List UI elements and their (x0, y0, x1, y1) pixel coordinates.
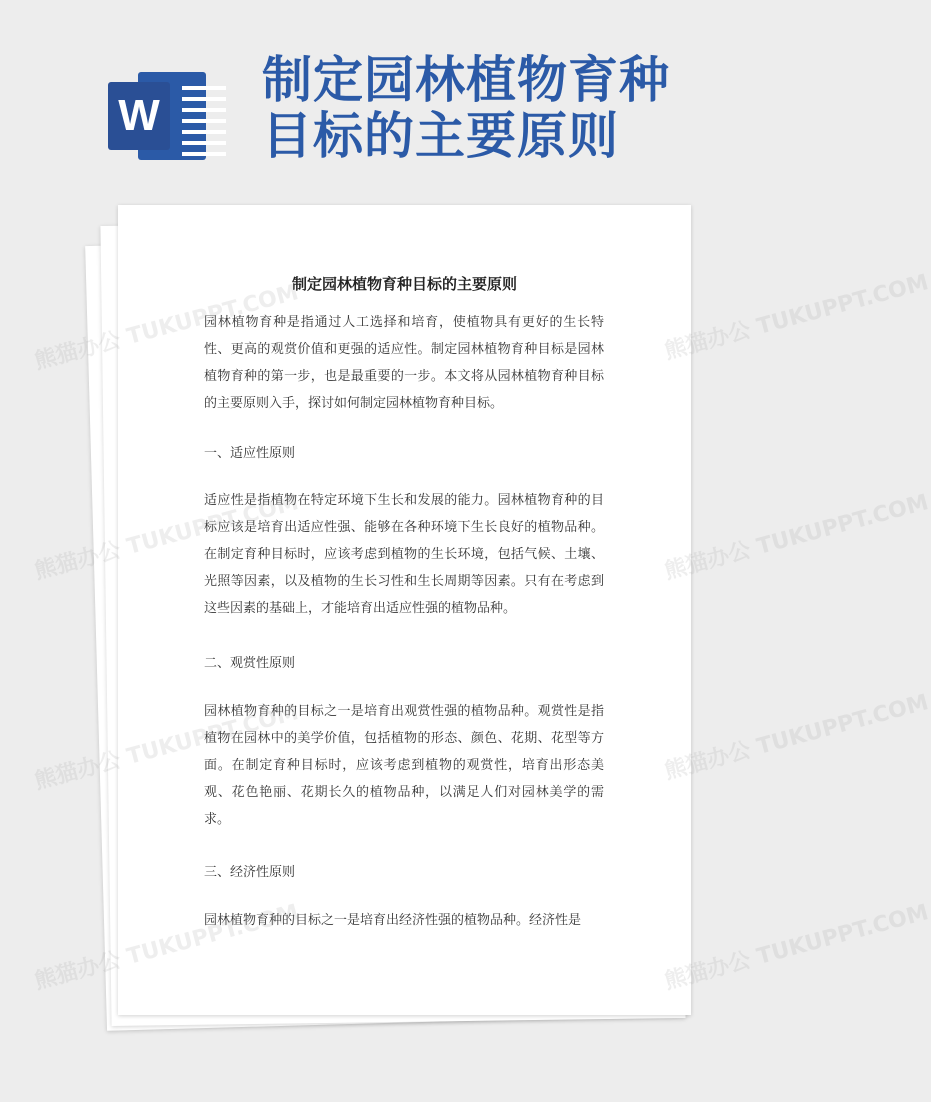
watermark-text: 熊猫办公 (31, 947, 124, 995)
word-icon-letter: W (108, 82, 170, 150)
intro-paragraph: 园林植物育种是指通过人工选择和培育，使植物具有更好的生长特性、更高的观赏价值和更强的适应性。制定园林植物育种目标是园林植物育种的第一步，也是最重要的一步。本文将从园林植物育种目标的主要原则入手，探讨如何制定园林植物育种目标。 (204, 315, 604, 411)
section1-paragraph: 适应性是指植物在特定环境下生长和发展的能力。园林植物育种的目标应该是培育出适应性强、能够在各种环境下生长良好的植物品种。在制定育种目标时，应该考虑到植物的生长环境，包括气候、土壤、光照等因素，以及植物的生长习性和生长周期等因素。只有在考虑到这些因素的基础上，才能培育出适应性强的植物品种。 (204, 493, 604, 616)
document-title: 制定园林植物育种目标的主要原则 (291, 275, 517, 293)
watermark-text: 熊猫办公 (31, 537, 124, 585)
document-content (118, 205, 691, 1015)
page-title-line2: 目标的主要原则 (262, 107, 619, 165)
word-doc-icon (108, 70, 208, 162)
section2-paragraph: 园林植物育种的目标之一是培育出观赏性强的植物品种。观赏性是指植物在园林中的美学价值，包括植物的形态、颜色、花期、花型等方面。在制定育种目标时，应该考虑到植物的观赏性，培育出形态美观、花色艳丽、花期长久的植物品种，以满足人们对园林美学的需求。 (204, 704, 604, 827)
watermark-text: 熊猫办公 TUKUPPT.COM (661, 690, 931, 785)
page-title (262, 52, 682, 164)
section3-heading: 三、经济性原则 (204, 865, 296, 880)
watermark-text: 熊猫办公 (31, 747, 124, 795)
page-title-line1: 制定园林植物育种 (262, 51, 670, 109)
section1-heading: 一、适应性原则 (204, 446, 296, 461)
watermark-text: 熊猫办公 (31, 327, 124, 375)
page-header (0, 0, 780, 190)
watermark-text: 熊猫办公 TUKUPPT.COM (661, 900, 931, 995)
watermark-text: 熊猫办公 TUKUPPT.COM (661, 270, 931, 365)
watermark-text: 熊猫办公 TUKUPPT.COM (661, 490, 931, 585)
section2-heading: 二、观赏性原则 (204, 656, 296, 671)
section3-paragraph: 园林植物育种的目标之一是培育出经济性强的植物品种。经济性是 (204, 913, 582, 928)
